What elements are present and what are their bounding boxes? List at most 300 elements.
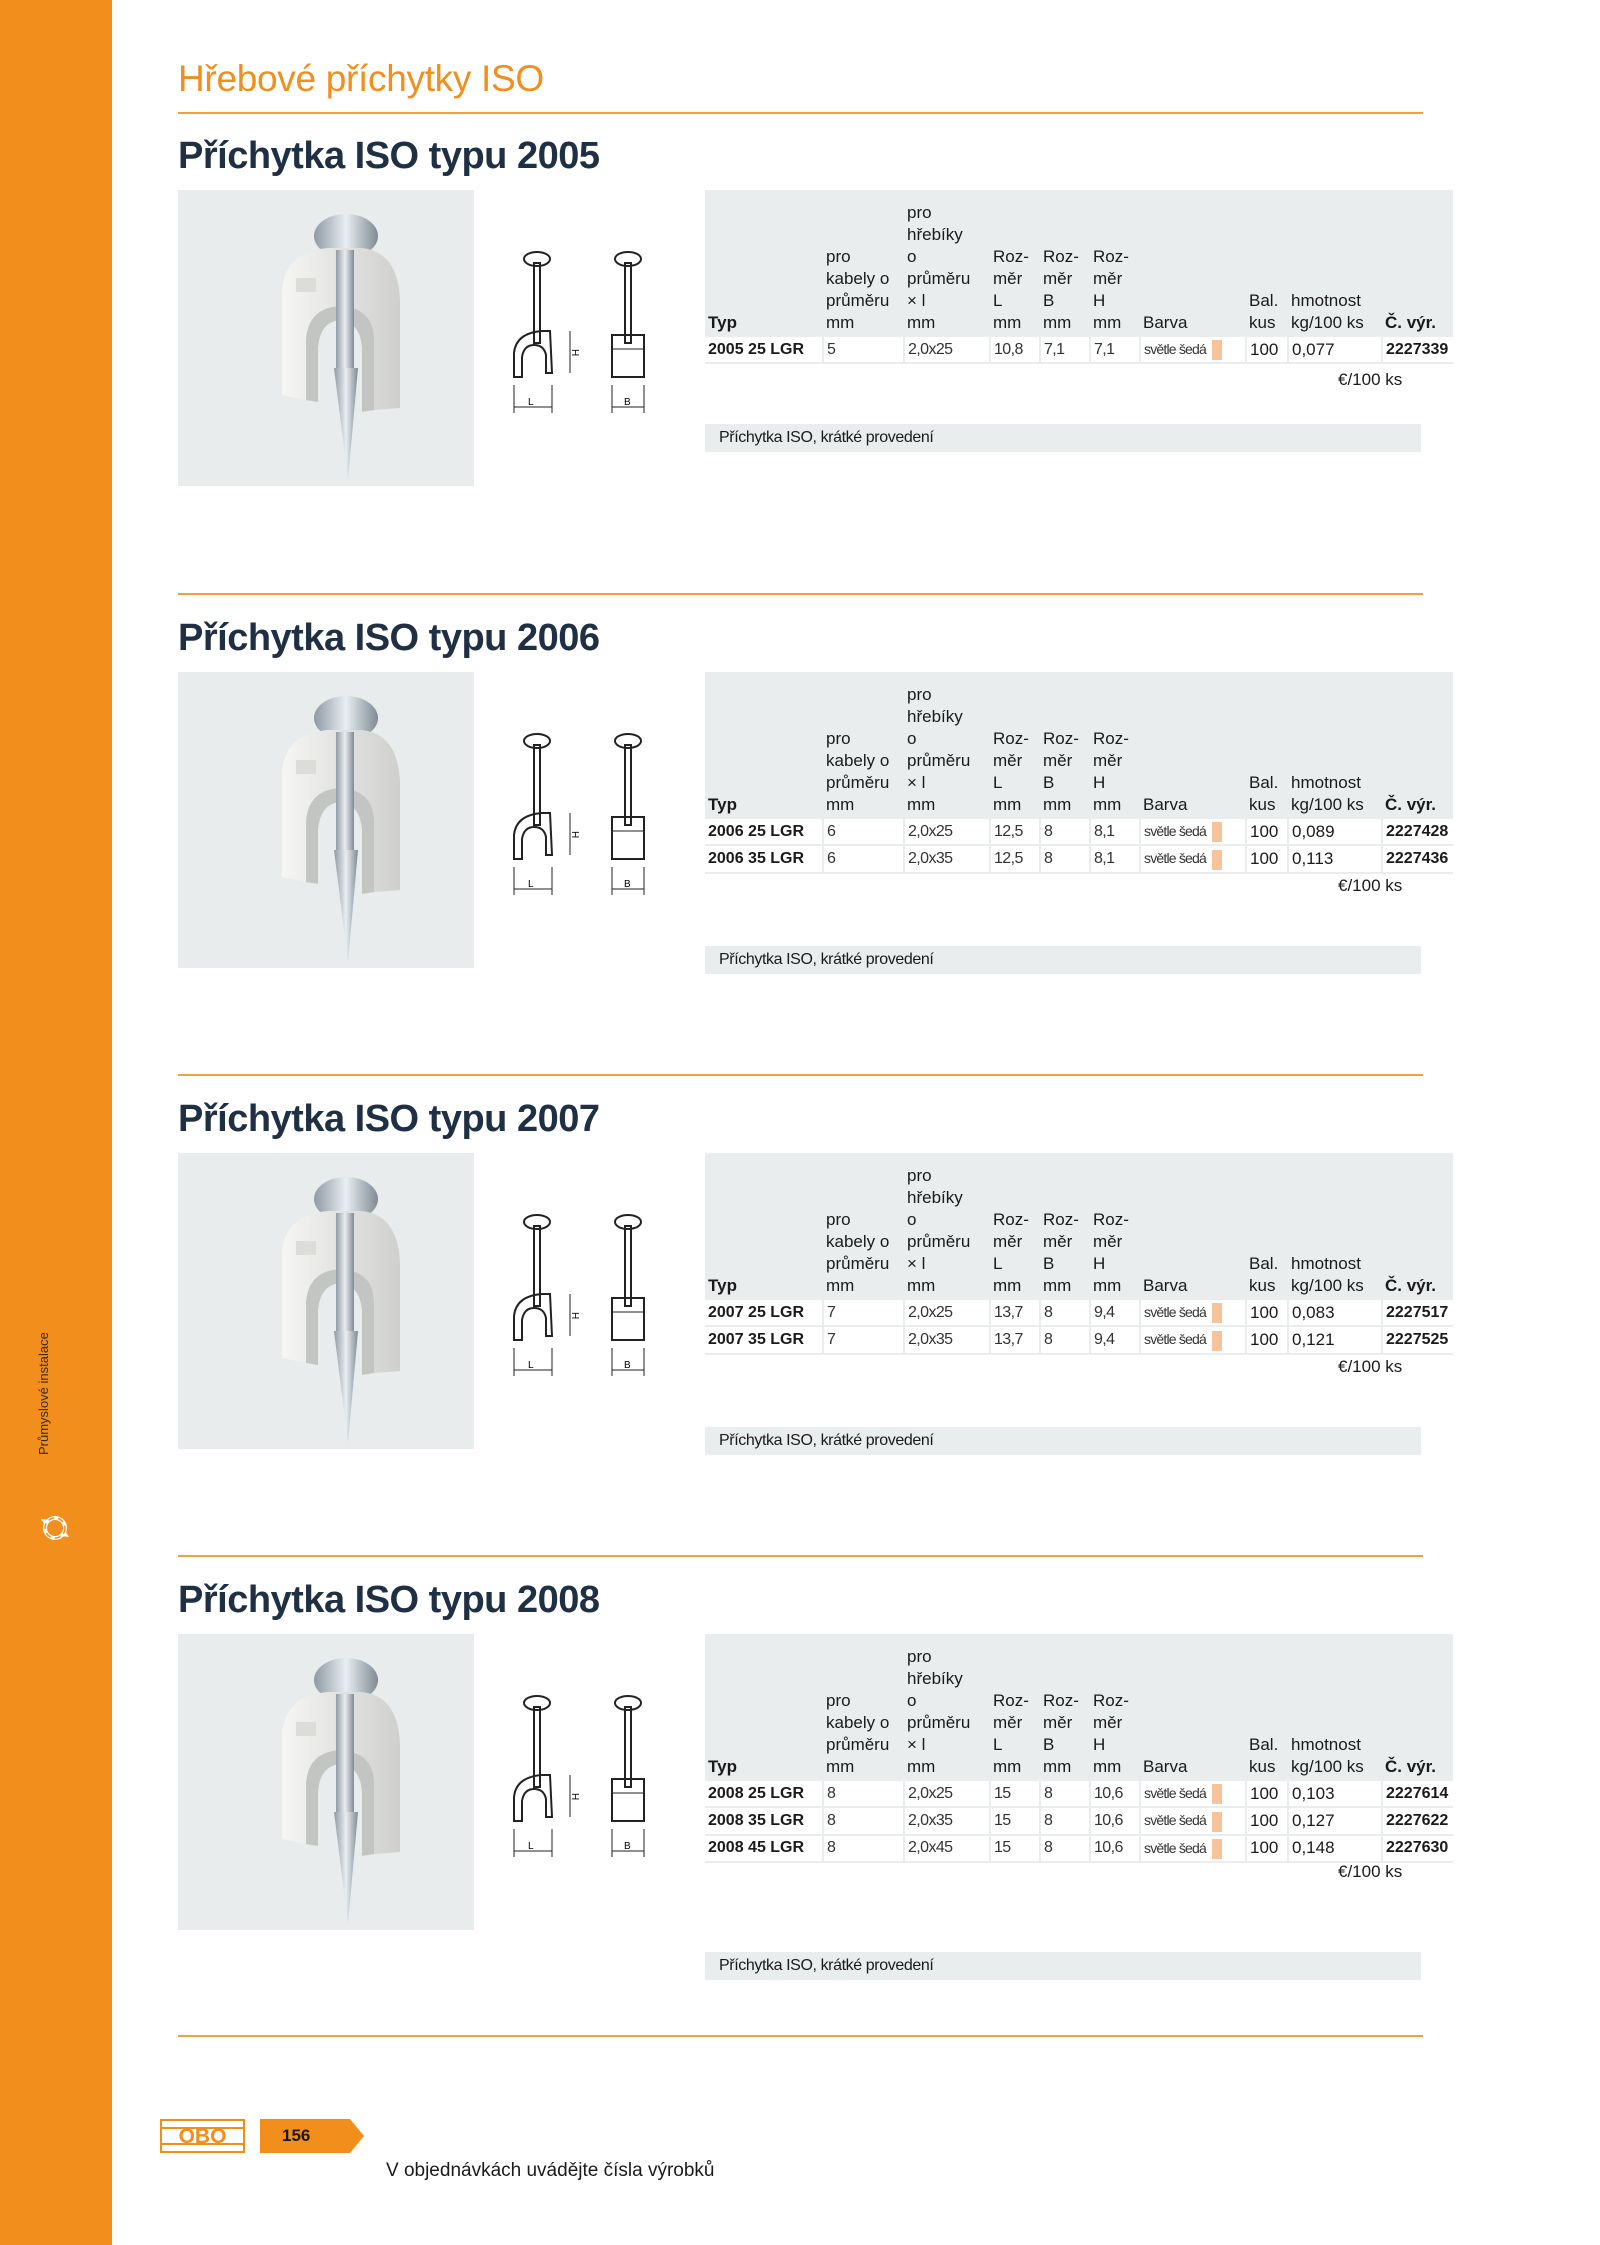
header-line: měr (993, 1232, 1023, 1251)
header-line: mm (826, 1276, 855, 1295)
cell-cislo: 2227517 (1382, 1300, 1453, 1326)
header-line: měr (993, 269, 1023, 288)
header-line: měr (1043, 269, 1073, 288)
header-line: B (1043, 291, 1055, 310)
col-hmotnost (1288, 672, 1382, 819)
table-row (705, 1781, 1453, 1807)
cell-b: 8 (1040, 819, 1090, 845)
svg-text:B: B (624, 397, 631, 408)
page-number-arrow (350, 2119, 364, 2153)
product-section (178, 1579, 1458, 1974)
svg-text:L: L (528, 879, 534, 890)
product-photo (178, 672, 474, 968)
cell-barva (1140, 845, 1246, 872)
cell-typ: 2008 25 LGR (705, 1781, 823, 1807)
cell-h: 8,1 (1090, 819, 1140, 845)
color-name: světle šedá (1144, 823, 1207, 839)
header-line: kg/100 ks (1291, 1757, 1364, 1776)
cell-h: 8,1 (1090, 845, 1140, 872)
divider (178, 1555, 1423, 1557)
cell-hrebik: 2,0x35 (904, 1326, 990, 1353)
color-name: světle šedá (1144, 1331, 1207, 1348)
header-line: Bal. (1249, 1254, 1279, 1273)
product-section (178, 617, 1458, 1007)
spec-table (705, 1634, 1453, 1863)
col-h (1090, 190, 1140, 337)
col-barva: Barva (1140, 190, 1246, 337)
col-h (1090, 1634, 1140, 1781)
cell-hmotnost: 0,127 (1288, 1807, 1382, 1834)
header-line: × l (907, 773, 926, 792)
cell-b: 7,1 (1040, 337, 1090, 363)
header-line: Roz- (993, 1210, 1029, 1229)
header-line: Roz- (1093, 247, 1129, 266)
col-b (1040, 1153, 1090, 1300)
col-barva: Barva (1140, 1634, 1246, 1781)
cell-hmotnost: 0,121 (1288, 1326, 1382, 1353)
product-photo (178, 1153, 474, 1449)
table-header (705, 672, 1453, 819)
cell-bal: 100 (1246, 337, 1288, 363)
cell-b: 8 (1040, 1300, 1090, 1326)
caption-bar: Příchytka ISO, krátké provedení (705, 1427, 1421, 1455)
sidebar-label: Průmyslové instalace (36, 1332, 51, 1455)
svg-text:B: B (624, 879, 631, 890)
color-swatch (1212, 1303, 1222, 1323)
cell-bal: 100 (1246, 1835, 1288, 1862)
header-line: mm (907, 1276, 936, 1295)
header-line: pro (907, 685, 932, 704)
svg-text:L: L (528, 397, 534, 408)
header-line: Bal. (1249, 1735, 1279, 1754)
header-line: mm (826, 313, 855, 332)
header-line: × l (907, 1735, 926, 1754)
header-line: průměru (826, 1735, 890, 1754)
price-unit: €/100 ks (1338, 1862, 1403, 1881)
header-line: mm (993, 1757, 1022, 1776)
header-line: H (1093, 291, 1106, 310)
col-bal (1246, 1153, 1288, 1300)
header-line: Roz- (993, 247, 1029, 266)
col-barva: Barva (1140, 672, 1246, 819)
col-prumer (823, 672, 904, 819)
caption-bar: Příchytka ISO, krátké provedení (705, 946, 1421, 974)
header-line: pro (826, 247, 851, 266)
cell-hmotnost: 0,148 (1288, 1835, 1382, 1862)
product-section (178, 1098, 1458, 1488)
header-line: Roz- (1093, 1210, 1129, 1229)
cell-cislo: 2227428 (1382, 819, 1453, 845)
header-line: kg/100 ks (1291, 1276, 1364, 1295)
header-line: průměru (907, 1232, 971, 1251)
header-line: hmotnost (1291, 1254, 1361, 1273)
header-line: kabely o (826, 751, 890, 770)
clip-nail-image (178, 1634, 474, 1930)
cell-barva (1140, 1326, 1246, 1353)
color-name: světle šedá (1144, 850, 1207, 867)
header-line: kus (1249, 313, 1276, 332)
header-line: mm (1043, 313, 1072, 332)
header-line: B (1043, 1254, 1055, 1273)
cell-prumer: 7 (823, 1300, 904, 1326)
product-section (178, 135, 1458, 525)
header-line: měr (1043, 1232, 1073, 1251)
dimension-drawing (488, 1208, 678, 1388)
cell-typ: 2005 25 LGR (705, 337, 823, 363)
caption-bar: Příchytka ISO, krátké provedení (705, 424, 1421, 452)
svg-text:B: B (624, 1841, 631, 1852)
color-swatch (1212, 1331, 1222, 1351)
table-header (705, 190, 1453, 337)
cell-bal: 100 (1246, 819, 1288, 845)
col-l (990, 1634, 1040, 1781)
col-cislo: Č. výr. (1382, 672, 1453, 819)
header-line: kabely o (826, 1713, 890, 1732)
header-line: o (907, 247, 917, 266)
header-line: mm (1093, 795, 1122, 814)
header-line: hmotnost (1291, 1735, 1361, 1754)
col-hmotnost (1288, 1153, 1382, 1300)
header-line: mm (907, 1757, 936, 1776)
header-line: H (1093, 1254, 1106, 1273)
header-line: hřebíky (907, 1669, 963, 1688)
header-line: kabely o (826, 269, 890, 288)
cell-barva (1140, 1300, 1246, 1326)
col-cislo: Č. výr. (1382, 190, 1453, 337)
cell-hrebik: 2,0x25 (904, 819, 990, 845)
cell-l: 15 (990, 1835, 1040, 1862)
header-line: kabely o (826, 1232, 890, 1251)
sidebar-band (0, 0, 112, 2245)
header-line: měr (1043, 751, 1073, 770)
header-line: Bal. (1249, 291, 1279, 310)
cell-h: 9,4 (1090, 1300, 1140, 1326)
cell-hmotnost: 0,083 (1288, 1300, 1382, 1326)
color-name: světle šedá (1144, 1785, 1207, 1801)
cell-typ: 2006 25 LGR (705, 819, 823, 845)
cell-cislo: 2227630 (1382, 1835, 1453, 1862)
col-prumer (823, 1634, 904, 1781)
col-b (1040, 1634, 1090, 1781)
cell-barva (1140, 819, 1246, 845)
header-line: × l (907, 1254, 926, 1273)
header-line: měr (1043, 1713, 1073, 1732)
dimension-drawing (488, 727, 678, 907)
cell-l: 10,8 (990, 337, 1040, 363)
header-line: mm (907, 795, 936, 814)
cell-hmotnost: 0,077 (1288, 337, 1382, 363)
col-b (1040, 672, 1090, 819)
cell-l: 12,5 (990, 845, 1040, 872)
clip-nail-image (178, 190, 474, 486)
cell-typ: 2006 35 LGR (705, 845, 823, 872)
cell-hrebik: 2,0x25 (904, 1781, 990, 1807)
cell-prumer: 6 (823, 819, 904, 845)
section-title: Příchytka ISO typu 2005 (178, 135, 600, 177)
cell-b: 8 (1040, 845, 1090, 872)
dimension-drawing (488, 1689, 678, 1869)
header-line: mm (826, 795, 855, 814)
table-header (705, 1634, 1453, 1781)
table-row (705, 845, 1453, 872)
color-name: světle šedá (1144, 341, 1207, 357)
cell-typ: 2007 35 LGR (705, 1326, 823, 1353)
cell-h: 9,4 (1090, 1326, 1140, 1353)
section-title: Příchytka ISO typu 2007 (178, 1098, 600, 1140)
price-unit: €/100 ks (1338, 370, 1403, 389)
col-typ: Typ (705, 1634, 823, 1781)
spec-table (705, 190, 1453, 364)
header-line: hřebíky (907, 707, 963, 726)
cell-l: 12,5 (990, 819, 1040, 845)
col-cislo: Č. výr. (1382, 1634, 1453, 1781)
col-b (1040, 190, 1090, 337)
header-line: mm (993, 795, 1022, 814)
col-hrebik (904, 190, 990, 337)
header-line: měr (993, 751, 1023, 770)
header-line: mm (1093, 1757, 1122, 1776)
header-line: B (1043, 1735, 1055, 1754)
color-name: světle šedá (1144, 1812, 1207, 1829)
table-row (705, 337, 1453, 363)
header-line: pro (907, 203, 932, 222)
cell-bal: 100 (1246, 1781, 1288, 1807)
header-line: L (993, 1254, 1003, 1273)
header-line: pro (907, 1166, 932, 1185)
dimension-drawing (488, 245, 678, 425)
header-line: kus (1249, 795, 1276, 814)
col-hrebik (904, 1634, 990, 1781)
header-line: mm (1093, 1276, 1122, 1295)
header-line: pro (826, 729, 851, 748)
divider (178, 112, 1423, 114)
cell-h: 10,6 (1090, 1835, 1140, 1862)
divider (178, 593, 1423, 595)
col-cislo: Č. výr. (1382, 1153, 1453, 1300)
cell-prumer: 6 (823, 845, 904, 872)
header-line: o (907, 729, 917, 748)
header-line: Roz- (1043, 1691, 1079, 1710)
header-line: hřebíky (907, 225, 963, 244)
header-line: mm (993, 313, 1022, 332)
col-bal (1246, 672, 1288, 819)
header-line: H (1093, 773, 1106, 792)
divider (178, 2035, 1423, 2037)
cell-b: 8 (1040, 1781, 1090, 1807)
clip-nail-image (178, 672, 474, 968)
page-title: Hřebové příchytky ISO (178, 58, 544, 99)
header-line: kus (1249, 1757, 1276, 1776)
header-line: L (993, 773, 1003, 792)
svg-text:H: H (569, 349, 580, 357)
table-row (705, 819, 1453, 845)
header-line: Roz- (1043, 1210, 1079, 1229)
cell-l: 13,7 (990, 1326, 1040, 1353)
color-swatch (1212, 1784, 1222, 1804)
page-number: 156 (260, 2119, 350, 2153)
col-l (990, 1153, 1040, 1300)
header-line: průměru (826, 1254, 890, 1273)
cell-cislo: 2227622 (1382, 1807, 1453, 1834)
table-row (705, 1326, 1453, 1353)
header-line: pro (907, 1647, 932, 1666)
col-prumer (823, 1153, 904, 1300)
col-typ: Typ (705, 190, 823, 337)
cell-hrebik: 2,0x35 (904, 1807, 990, 1834)
color-swatch (1212, 1839, 1222, 1859)
cell-prumer: 7 (823, 1326, 904, 1353)
svg-text:L: L (528, 1360, 534, 1371)
cell-barva (1140, 1781, 1246, 1807)
cell-hrebik: 2,0x45 (904, 1835, 990, 1862)
color-swatch (1212, 1812, 1222, 1832)
divider (178, 1074, 1423, 1076)
caption-bar: Příchytka ISO, krátké provedení (705, 1952, 1421, 1980)
header-line: průměru (907, 269, 971, 288)
header-line: Roz- (993, 729, 1029, 748)
cell-bal: 100 (1246, 1326, 1288, 1353)
header-line: L (993, 291, 1003, 310)
header-line: kg/100 ks (1291, 795, 1364, 814)
header-line: pro (826, 1210, 851, 1229)
price-unit: €/100 ks (1338, 1357, 1403, 1376)
svg-text:H: H (569, 1312, 580, 1320)
clip-nail-image (178, 1153, 474, 1449)
col-bal (1246, 190, 1288, 337)
color-name: světle šedá (1144, 1839, 1207, 1856)
cell-cislo: 2227614 (1382, 1781, 1453, 1807)
cell-typ: 2008 35 LGR (705, 1807, 823, 1834)
col-typ: Typ (705, 1153, 823, 1300)
cell-l: 15 (990, 1781, 1040, 1807)
color-swatch (1212, 850, 1222, 870)
section-title: Příchytka ISO typu 2006 (178, 617, 600, 659)
header-line: hmotnost (1291, 291, 1361, 310)
cell-b: 8 (1040, 1326, 1090, 1353)
col-h (1090, 672, 1140, 819)
header-line: × l (907, 291, 926, 310)
cell-prumer: 8 (823, 1807, 904, 1834)
table-row (705, 1300, 1453, 1326)
cell-prumer: 8 (823, 1835, 904, 1862)
header-line: mm (826, 1757, 855, 1776)
header-line: průměru (826, 291, 890, 310)
svg-text:H: H (569, 1793, 580, 1801)
cell-h: 7,1 (1090, 337, 1140, 363)
svg-text:OBO: OBO (178, 2125, 227, 2148)
header-line: mm (1043, 1276, 1072, 1295)
header-line: měr (1093, 1232, 1123, 1251)
cell-hmotnost: 0,113 (1288, 845, 1382, 872)
cell-b: 8 (1040, 1807, 1090, 1834)
cell-hmotnost: 0,089 (1288, 819, 1382, 845)
cell-cislo: 2227339 (1382, 337, 1453, 363)
cell-typ: 2007 25 LGR (705, 1300, 823, 1326)
col-h (1090, 1153, 1140, 1300)
header-line: Roz- (1093, 1691, 1129, 1710)
header-line: pro (826, 1691, 851, 1710)
svg-text:L: L (528, 1841, 534, 1852)
header-line: kus (1249, 1276, 1276, 1295)
cell-barva (1140, 337, 1246, 363)
col-l (990, 190, 1040, 337)
product-photo (178, 1634, 474, 1930)
col-hmotnost (1288, 190, 1382, 337)
col-hmotnost (1288, 1634, 1382, 1781)
cell-prumer: 5 (823, 337, 904, 363)
cell-bal: 100 (1246, 1807, 1288, 1834)
price-unit: €/100 ks (1338, 876, 1403, 895)
cell-hrebik: 2,0x35 (904, 845, 990, 872)
header-line: L (993, 1735, 1003, 1754)
spec-table (705, 672, 1453, 874)
cell-h: 10,6 (1090, 1807, 1140, 1834)
cell-hmotnost: 0,103 (1288, 1781, 1382, 1807)
header-line: H (1093, 1735, 1106, 1754)
col-bal (1246, 1634, 1288, 1781)
obo-logo (160, 2118, 245, 2154)
spec-table (705, 1153, 1453, 1355)
header-line: hřebíky (907, 1188, 963, 1207)
header-line: Roz- (1043, 247, 1079, 266)
cell-b: 8 (1040, 1835, 1090, 1862)
color-swatch (1212, 340, 1222, 360)
table-row (705, 1835, 1453, 1862)
color-name: světle šedá (1144, 1304, 1207, 1320)
header-line: Roz- (1093, 729, 1129, 748)
cell-barva (1140, 1807, 1246, 1834)
header-line: mm (1043, 1757, 1072, 1776)
col-hrebik (904, 672, 990, 819)
header-line: průměru (826, 773, 890, 792)
header-line: Roz- (1043, 729, 1079, 748)
table-header (705, 1153, 1453, 1300)
rotating-arrows-icon (40, 1513, 70, 1543)
header-line: kg/100 ks (1291, 313, 1364, 332)
cell-l: 13,7 (990, 1300, 1040, 1326)
svg-text:B: B (624, 1360, 631, 1371)
header-line: mm (907, 313, 936, 332)
col-hrebik (904, 1153, 990, 1300)
section-title: Příchytka ISO typu 2008 (178, 1579, 600, 1621)
cell-cislo: 2227436 (1382, 845, 1453, 872)
header-line: B (1043, 773, 1055, 792)
cell-hrebik: 2,0x25 (904, 1300, 990, 1326)
cell-barva (1140, 1835, 1246, 1862)
col-l (990, 672, 1040, 819)
header-line: průměru (907, 1713, 971, 1732)
header-line: Roz- (993, 1691, 1029, 1710)
cell-l: 15 (990, 1807, 1040, 1834)
header-line: mm (993, 1276, 1022, 1295)
header-line: mm (1043, 795, 1072, 814)
cell-bal: 100 (1246, 1300, 1288, 1326)
footer-text: V objednávkách uvádějte čísla výrobků (386, 2160, 715, 2181)
header-line: o (907, 1691, 917, 1710)
color-swatch (1212, 822, 1222, 842)
cell-hrebik: 2,0x25 (904, 337, 990, 363)
col-prumer (823, 190, 904, 337)
col-barva: Barva (1140, 1153, 1246, 1300)
product-photo (178, 190, 474, 486)
header-line: měr (1093, 751, 1123, 770)
col-typ: Typ (705, 672, 823, 819)
cell-bal: 100 (1246, 845, 1288, 872)
header-line: mm (1093, 313, 1122, 332)
header-line: o (907, 1210, 917, 1229)
header-line: hmotnost (1291, 773, 1361, 792)
cell-typ: 2008 45 LGR (705, 1835, 823, 1862)
